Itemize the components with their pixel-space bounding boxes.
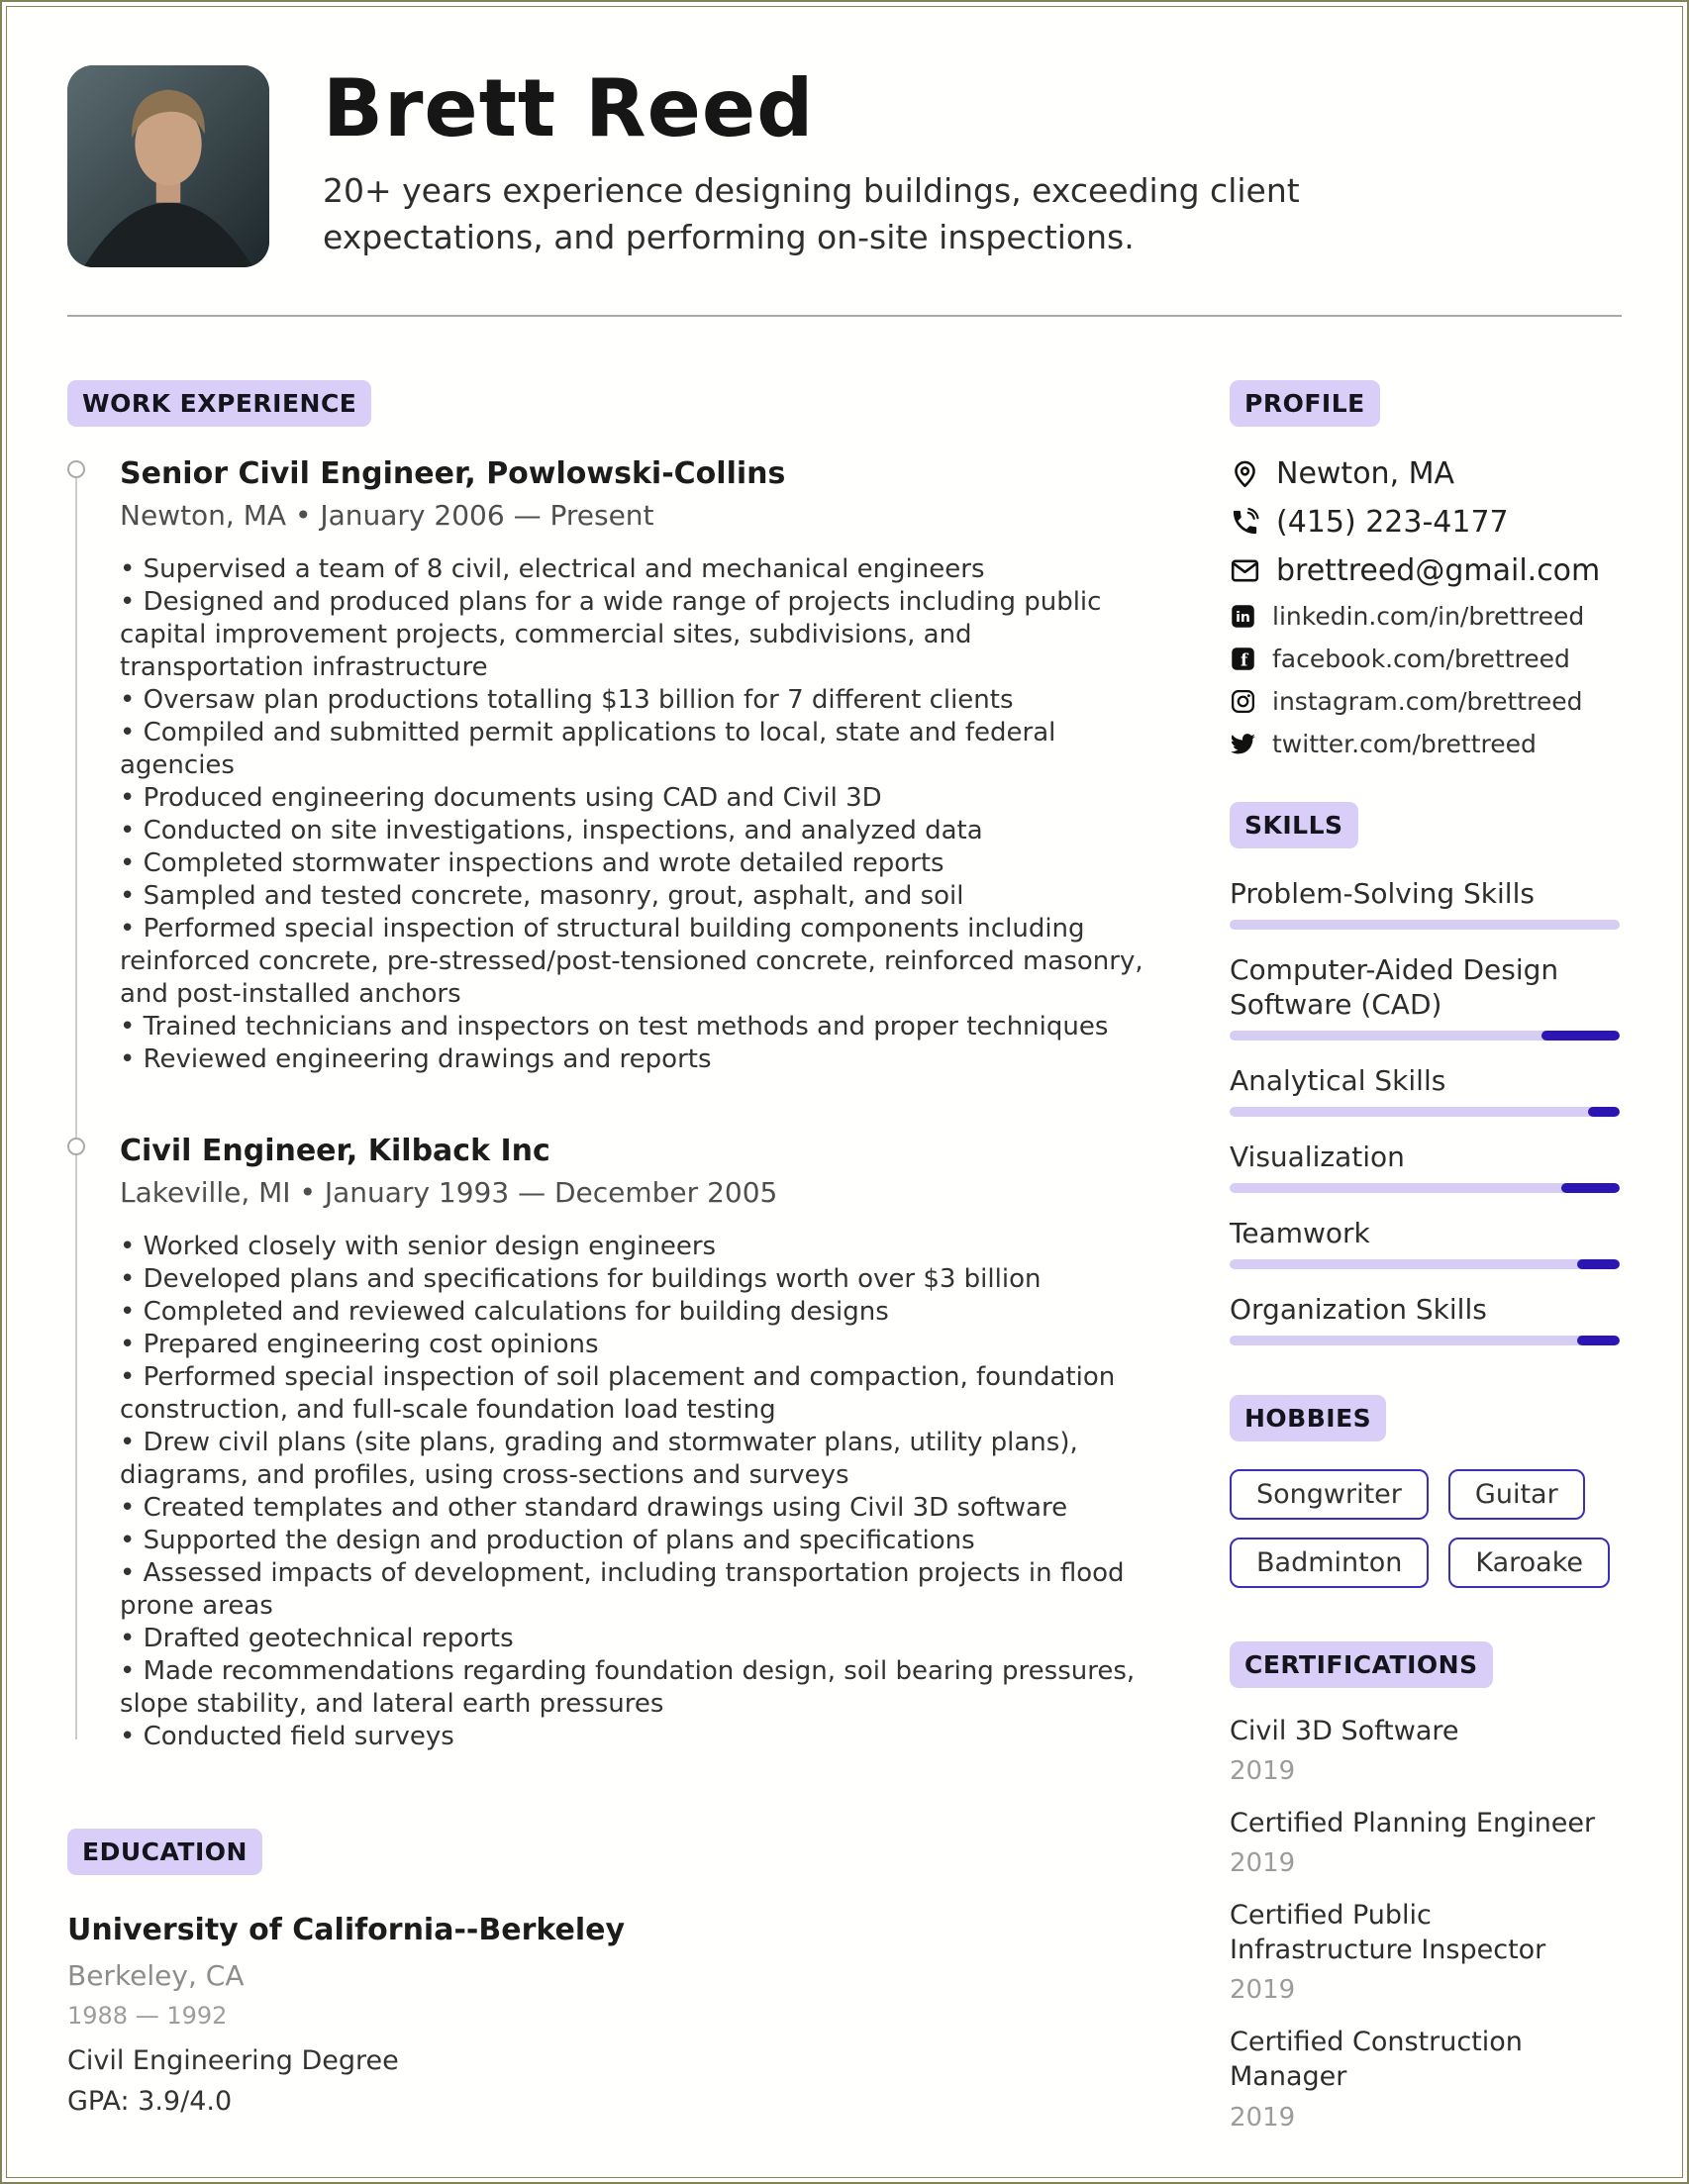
education-gpa: GPA: 3.9/4.0	[67, 2086, 233, 2117]
certifications-section	[1230, 1641, 1620, 2133]
timeline-dot-icon	[67, 1138, 85, 1155]
person-tagline: 20+ years experience designing buildings, exceeding client expectations, and performing on-site inspections.	[323, 171, 1300, 256]
skill-bar-remainder	[1561, 1183, 1620, 1193]
bullet-item: • Reviewed engineering drawings and reports	[120, 1044, 712, 1074]
profile-item[interactable]	[1230, 687, 1620, 716]
bullet-item: • Made recommendations regarding foundation design, soil bearing pressures, slope stability, and lateral earth pressures	[120, 1656, 1136, 1719]
certification-item	[1230, 1714, 1620, 1786]
education-location: Berkeley, CA	[67, 1959, 245, 1992]
bullet-item: • Conducted field surveys	[120, 1722, 454, 1751]
profile-photo	[67, 65, 269, 267]
phone-icon	[1230, 507, 1260, 538]
bullet-item: • Supervised a team of 8 civil, electrical and mechanical engineers	[120, 554, 985, 584]
job-meta: Lakeville, MI • January 1993 — December 2005	[120, 1176, 778, 1209]
skill-bar-remainder	[1577, 1336, 1620, 1345]
profile-item-text: Newton, MA	[1276, 456, 1455, 491]
certification-item	[1230, 1898, 1620, 2005]
work-experience-heading: WORK EXPERIENCE	[67, 380, 371, 427]
svg-text:f: f	[1240, 649, 1248, 670]
skill-item	[1230, 1292, 1620, 1345]
profile-item-text: facebook.com/brettreed	[1272, 645, 1570, 673]
profile-item[interactable]	[1230, 553, 1620, 588]
certification-year: 2019	[1230, 2102, 1296, 2133]
hobby-chip: Badminton	[1230, 1538, 1429, 1588]
skill-bar-remainder	[1541, 1031, 1620, 1041]
header	[67, 62, 1622, 267]
skill-name: Teamwork	[1230, 1217, 1370, 1249]
svg-text:in: in	[1236, 609, 1250, 626]
bullet-item: • Prepared engineering cost opinions	[120, 1330, 599, 1359]
skill-bar-remainder	[1588, 1107, 1620, 1117]
job-title: Civil Engineer, Kilback Inc	[120, 1134, 550, 1168]
bullet-item: • Created templates and other standard drawings using Civil 3D software	[120, 1493, 1068, 1523]
bullet-item: • Designed and produced plans for a wide range of projects including public capital improvement projects, commercial sites, subdivisions, and transportation infrastructure	[120, 587, 1102, 682]
skill-bar	[1230, 1336, 1620, 1345]
profile-heading: PROFILE	[1230, 380, 1380, 427]
bullet-item: • Worked closely with senior design engineers	[120, 1232, 717, 1261]
profile-item[interactable]	[1230, 602, 1620, 631]
instagram-icon	[1230, 688, 1256, 715]
certification-items	[1230, 1714, 1620, 2133]
facebook-icon	[1230, 645, 1256, 672]
profile-item[interactable]	[1230, 645, 1620, 673]
certification-name: Civil 3D Software	[1230, 1716, 1459, 1746]
bullet-item: • Drew civil plans (site plans, grading and stormwater plans, utility plans), diagrams, and profiles, using cross-sections and surveys	[120, 1428, 1078, 1490]
portrait-illustration	[67, 65, 269, 267]
skills-heading: SKILLS	[1230, 802, 1358, 848]
person-name: Brett Reed	[323, 62, 815, 154]
profile-items	[1230, 456, 1620, 758]
certification-year: 2019	[1230, 1848, 1296, 1879]
bullet-item: • Completed and reviewed calculations for building designs	[120, 1297, 889, 1327]
profile-item-text: linkedin.com/in/brettreed	[1272, 602, 1585, 631]
twitter-icon	[1230, 731, 1256, 757]
linkedin-icon	[1230, 603, 1256, 630]
certification-item	[1230, 2025, 1620, 2132]
certification-year: 2019	[1230, 1975, 1296, 2006]
education-school: University of California--Berkeley	[67, 1913, 626, 1947]
skill-name: Computer-Aided Design Software (CAD)	[1230, 953, 1559, 1021]
job-entry	[67, 456, 1152, 1076]
skill-name: Problem-Solving Skills	[1230, 877, 1535, 910]
bullet-item: • Trained technicians and inspectors on test methods and proper techniques	[120, 1012, 1109, 1042]
skill-item	[1230, 1063, 1620, 1117]
work-experience-section	[67, 380, 1152, 1753]
job-bullets	[120, 1231, 1152, 1753]
certification-name: Certified Planning Engineer	[1230, 1808, 1596, 1839]
education-dates: 1988 — 1992	[67, 2002, 228, 2030]
skill-name: Analytical Skills	[1230, 1064, 1446, 1097]
job-entry	[67, 1134, 1152, 1753]
education-heading: EDUCATION	[67, 1829, 262, 1875]
skill-item	[1230, 1140, 1620, 1193]
profile-item-text: instagram.com/brettreed	[1272, 687, 1583, 716]
skill-bar	[1230, 1183, 1620, 1193]
map-pin-icon	[1230, 458, 1260, 489]
bullet-item: • Performed special inspection of structural building components including reinforced concrete, pre-stressed/post-tensioned concrete, reinforced masonry, and post-installed anchors	[120, 914, 1143, 1009]
skill-bar	[1230, 1031, 1620, 1041]
timeline-dot-icon	[67, 460, 85, 478]
hobbies-section	[1230, 1395, 1620, 1588]
skill-bar	[1230, 1107, 1620, 1117]
profile-item[interactable]	[1230, 505, 1620, 540]
certification-name: Certified Public Infrastructure Inspector	[1230, 1900, 1546, 1966]
skills-section	[1230, 802, 1620, 1345]
certifications-heading: CERTIFICATIONS	[1230, 1641, 1493, 1688]
hobbies-heading: HOBBIES	[1230, 1395, 1386, 1441]
education-section	[67, 1829, 1152, 2117]
bullet-item: • Produced engineering documents using CAD and Civil 3D	[120, 783, 882, 813]
bullet-item: • Sampled and tested concrete, masonry, grout, asphalt, and soil	[120, 881, 964, 911]
bullet-item: • Completed stormwater inspections and wrote detailed reports	[120, 848, 944, 878]
hobby-chips	[1230, 1469, 1620, 1588]
profile-item[interactable]	[1230, 456, 1620, 491]
bullet-item: • Compiled and submitted permit applications to local, state and federal agencies	[120, 718, 1056, 780]
right-column	[1230, 380, 1620, 2152]
skill-item	[1230, 952, 1620, 1041]
education-degree: Civil Engineering Degree	[67, 2045, 399, 2076]
profile-item-text: twitter.com/brettreed	[1272, 730, 1537, 758]
profile-section	[1230, 380, 1620, 758]
left-column	[67, 380, 1152, 2152]
profile-item-text: brettreed@gmail.com	[1276, 553, 1601, 588]
bullet-item: • Oversaw plan productions totalling $13 billion for 7 different clients	[120, 685, 1014, 715]
bullet-item: • Conducted on site investigations, inspections, and analyzed data	[120, 816, 983, 845]
bullet-item: • Drafted geotechnical reports	[120, 1624, 514, 1653]
job-bullets	[120, 553, 1152, 1076]
certification-item	[1230, 1806, 1620, 1878]
bullet-item: • Assessed impacts of development, including transportation projects in flood prone areas	[120, 1558, 1125, 1621]
hobby-chip: Karoake	[1448, 1538, 1610, 1588]
skill-name: Visualization	[1230, 1141, 1405, 1173]
profile-item[interactable]	[1230, 730, 1620, 758]
email-icon	[1230, 555, 1260, 586]
skill-bar	[1230, 920, 1620, 930]
bullet-item: • Developed plans and specifications for buildings worth over $3 billion	[120, 1264, 1042, 1294]
skill-bar-remainder	[1577, 1259, 1620, 1269]
hobby-chip: Songwriter	[1230, 1469, 1429, 1520]
header-divider	[67, 315, 1622, 317]
certification-year: 2019	[1230, 1756, 1296, 1787]
jobs-timeline	[67, 456, 1152, 1753]
profile-item-text: (415) 223-4177	[1276, 505, 1509, 540]
skill-bar	[1230, 1259, 1620, 1269]
skill-item	[1230, 876, 1620, 930]
job-meta: Newton, MA • January 2006 — Present	[120, 499, 654, 532]
skill-item	[1230, 1216, 1620, 1269]
job-title: Senior Civil Engineer, Powlowski-Collins	[120, 456, 786, 491]
bullet-item: • Supported the design and production of plans and specifications	[120, 1526, 975, 1555]
skill-items	[1230, 876, 1620, 1345]
skill-name: Organization Skills	[1230, 1293, 1487, 1326]
certification-name: Certified Construction Manager	[1230, 2027, 1523, 2093]
hobby-chip: Guitar	[1448, 1469, 1585, 1520]
bullet-item: • Performed special inspection of soil placement and compaction, foundation construction, and full-scale foundation load testing	[120, 1362, 1116, 1425]
